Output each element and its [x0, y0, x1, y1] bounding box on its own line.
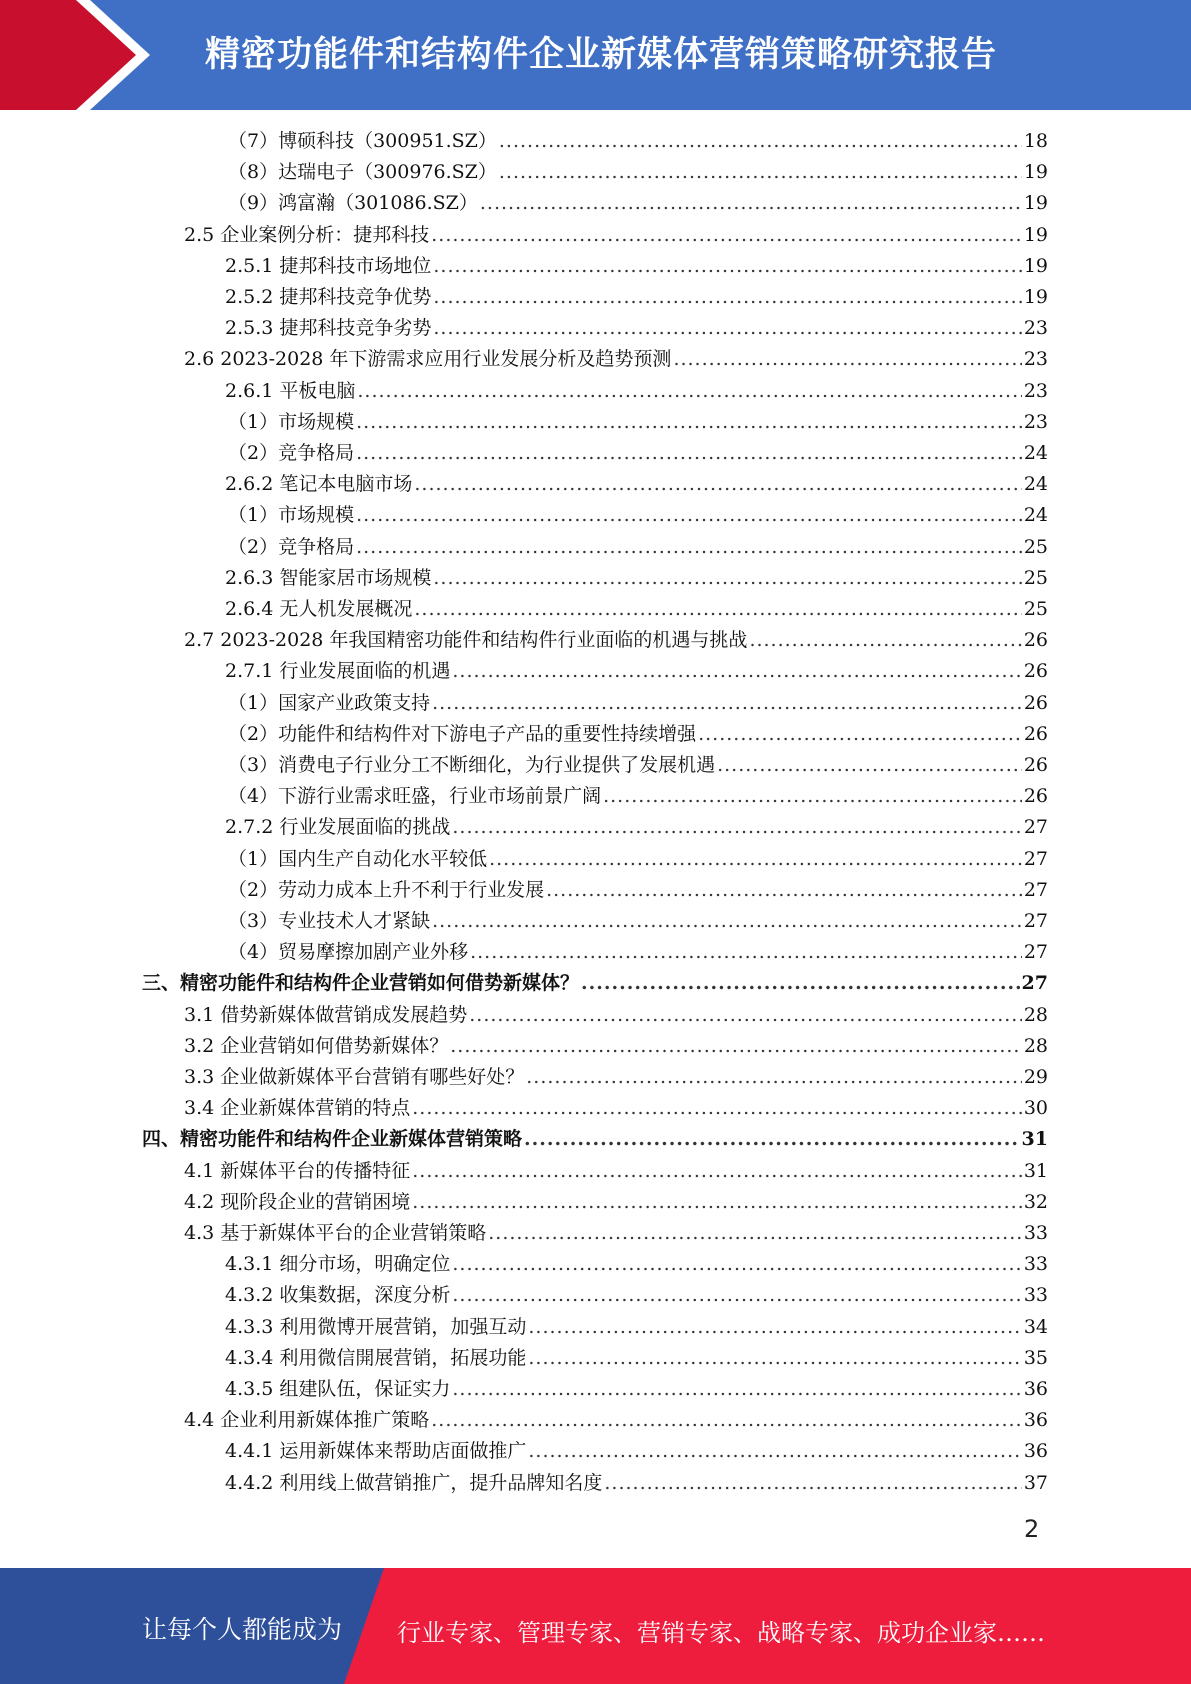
- toc-entry[interactable]: [225, 1312, 1048, 1343]
- toc-entry-label: 4.4.2 利用线上做营销推广，提升品牌知名度: [225, 1471, 603, 1494]
- toc-entry-page: 23: [1023, 379, 1048, 402]
- toc-entry-label: 4.1 新媒体平台的传播特征: [184, 1159, 411, 1182]
- toc-entry-page: 26: [1023, 629, 1048, 652]
- toc-entry-page: 35: [1023, 1346, 1048, 1369]
- toc-entry-label: 4.3.4 利用微信開展营销，拓展功能: [225, 1346, 527, 1369]
- toc-entry[interactable]: [228, 407, 1048, 438]
- toc-entry-label: 2.6.1 平板电脑: [225, 379, 356, 402]
- toc-entry-page: 26: [1023, 691, 1048, 714]
- toc-entry[interactable]: [228, 875, 1048, 906]
- toc-entry-page: 23: [1023, 317, 1048, 340]
- toc-entry-page: 25: [1023, 598, 1048, 620]
- toc-entry-page: 27: [1023, 941, 1048, 964]
- toc-entry-label: （4）贸易摩擦加剧产业外移: [228, 941, 469, 964]
- toc-entry-label: 2.7.2 行业发展面临的挑战: [225, 816, 451, 839]
- toc-leader-dots: [432, 688, 1022, 719]
- toc-leader-dots: [431, 220, 1022, 251]
- toc-entry[interactable]: [184, 1031, 1048, 1062]
- toc-entry-label: （7）博硕科技（300951.SZ）: [228, 130, 497, 152]
- toc-entry-label: 2.5.2 捷邦科技竞争优势: [225, 286, 432, 308]
- toc-entry[interactable]: [228, 500, 1048, 531]
- toc-leader-dots: [581, 968, 1020, 999]
- toc-entry[interactable]: [225, 1374, 1048, 1405]
- toc-leader-dots: [717, 750, 1022, 781]
- toc-leader-dots: [356, 500, 1022, 531]
- toc-leader-dots: [528, 1436, 1021, 1467]
- toc-entry[interactable]: [225, 656, 1048, 687]
- toc-entry-page: 26: [1023, 754, 1048, 776]
- toc-entry-page: 27: [1021, 972, 1048, 995]
- toc-entry-label: 2.7 2023-2028 年我国精密功能件和结构件行业面临的机遇与挑战: [184, 629, 748, 652]
- toc-entry[interactable]: [225, 594, 1048, 625]
- toc-entry-page: 27: [1023, 816, 1048, 839]
- toc-entry[interactable]: [225, 1468, 1048, 1499]
- toc-leader-dots: [469, 1000, 1022, 1031]
- toc-entry[interactable]: [228, 937, 1048, 968]
- toc-leader-dots: [528, 1312, 1021, 1343]
- toc-entry-label: 三、精密功能件和结构件企业营销如何借势新媒体？: [142, 972, 580, 995]
- toc-entry-page: 33: [1023, 1222, 1048, 1244]
- toc-leader-dots: [452, 1249, 1021, 1280]
- toc-leader-dots: [357, 376, 1021, 407]
- toc-entry-label: （9）鸿富瀚（301086.SZ）: [228, 192, 478, 215]
- toc-entry-label: （2）竞争格局: [228, 535, 355, 558]
- toc-entry[interactable]: [184, 220, 1048, 251]
- toc-leader-dots: [452, 812, 1021, 843]
- toc-entry[interactable]: [228, 719, 1048, 750]
- toc-entry-page: 30: [1023, 1097, 1048, 1120]
- toc-entry[interactable]: [228, 157, 1048, 188]
- toc-entry-label: 2.6.4 无人机发展概况: [225, 598, 413, 620]
- toc-entry[interactable]: [184, 1405, 1048, 1436]
- toc-entry[interactable]: [225, 1280, 1048, 1311]
- toc-leader-dots: [452, 1374, 1021, 1405]
- toc-entry-page: 26: [1023, 660, 1048, 683]
- toc-entry[interactable]: [225, 1436, 1048, 1467]
- toc-leader-dots: [412, 1187, 1022, 1218]
- toc-entry[interactable]: [142, 968, 1048, 999]
- toc-entry-page: 24: [1023, 442, 1048, 464]
- toc-entry-label: （1）市场规模: [228, 410, 355, 433]
- toc-entry-page: 19: [1023, 192, 1048, 215]
- toc-entry-page: 28: [1023, 1034, 1048, 1057]
- toc-entry-page: 19: [1023, 161, 1048, 184]
- toc-leader-dots: [414, 469, 1021, 500]
- toc-entry[interactable]: [228, 688, 1048, 719]
- toc-entry-label: （1）国家产业政策支持: [228, 691, 431, 714]
- toc-entry[interactable]: [184, 1000, 1048, 1031]
- toc-entry-page: 28: [1023, 1003, 1048, 1026]
- toc-entry-page: 36: [1023, 1378, 1048, 1400]
- toc-entry-page: 24: [1023, 473, 1048, 496]
- toc-entry-page: 31: [1023, 1159, 1048, 1182]
- toc-entry-label: 2.5.3 捷邦科技竞争劣势: [225, 317, 432, 340]
- toc-entry[interactable]: [225, 251, 1048, 282]
- report-title: 精密功能件和结构件企业新媒体营销策略研究报告: [205, 35, 998, 75]
- toc-entry[interactable]: [184, 344, 1048, 375]
- toc-leader-dots: [433, 282, 1021, 313]
- toc-entry[interactable]: [228, 906, 1048, 937]
- toc-entry-page: 37: [1023, 1471, 1048, 1494]
- toc-entry[interactable]: [142, 1124, 1048, 1155]
- toc-entry-page: 27: [1023, 910, 1048, 932]
- toc-leader-dots: [698, 719, 1022, 750]
- toc-leader-dots: [480, 188, 1022, 219]
- toc-entry-page: 36: [1023, 1440, 1048, 1463]
- toc-leader-dots: [433, 251, 1021, 282]
- toc-leader-dots: [749, 625, 1021, 656]
- toc-entry[interactable]: [228, 438, 1048, 469]
- toc-leader-dots: [412, 1156, 1022, 1187]
- toc-entry-page: 19: [1023, 254, 1048, 277]
- toc-entry-label: 3.2 企业营销如何借势新媒体？: [184, 1034, 449, 1057]
- toc-leader-dots: [452, 1280, 1021, 1311]
- toc-entry-page: 25: [1023, 566, 1048, 589]
- toc-entry-page: 27: [1023, 878, 1048, 901]
- toc-leader-dots: [450, 1031, 1022, 1062]
- toc-entry[interactable]: [228, 188, 1048, 219]
- toc-leader-dots: [433, 313, 1021, 344]
- toc-leader-dots: [412, 1093, 1022, 1124]
- toc-entry[interactable]: [225, 1249, 1048, 1280]
- toc-entry-label: （1）国内生产自动化水平较低: [228, 847, 488, 870]
- toc-entry-label: 2.5.1 捷邦科技市场地位: [225, 254, 432, 277]
- toc-entry[interactable]: [228, 532, 1048, 563]
- toc-entry[interactable]: [184, 1156, 1048, 1187]
- toc-leader-dots: [356, 438, 1022, 469]
- toc-entry-page: 25: [1023, 535, 1048, 558]
- toc-entry-page: 26: [1023, 722, 1048, 745]
- toc-entry-page: 32: [1023, 1190, 1048, 1213]
- toc-entry-page: 33: [1023, 1253, 1048, 1276]
- toc-entry-page: 19: [1023, 223, 1048, 246]
- toc-leader-dots: [526, 1062, 1022, 1093]
- toc-entry-label: 4.4.1 运用新媒体来帮助店面做推广: [225, 1440, 527, 1463]
- toc-entry[interactable]: [225, 469, 1048, 500]
- toc-entry-label: 3.4 企业新媒体营销的特点: [184, 1097, 411, 1120]
- toc-entry[interactable]: [225, 282, 1048, 313]
- toc-leader-dots: [431, 1405, 1022, 1436]
- toc-entry-label: 2.7.1 行业发展面临的机遇: [225, 660, 451, 683]
- toc-leader-dots: [673, 344, 1021, 375]
- page-number: 2: [1024, 1515, 1040, 1543]
- toc-entry[interactable]: [225, 313, 1048, 344]
- toc-entry-page: 27: [1023, 847, 1048, 870]
- toc-entry[interactable]: [184, 625, 1048, 656]
- toc-entry[interactable]: [225, 1343, 1048, 1374]
- toc-entry[interactable]: [184, 1218, 1048, 1249]
- toc-entry-page: 33: [1023, 1284, 1048, 1307]
- toc-leader-dots: [499, 126, 1022, 157]
- toc-entry-label: （8）达瑞电子（300976.SZ）: [228, 161, 497, 184]
- toc-leader-dots: [499, 157, 1022, 188]
- toc-entry[interactable]: [228, 126, 1048, 157]
- toc-leader-dots: [546, 875, 1022, 906]
- toc-entry-label: （4）下游行业需求旺盛，行业市场前景广阔: [228, 785, 602, 808]
- toc-entry-page: 26: [1023, 785, 1048, 808]
- toc-entry-page: 34: [1023, 1315, 1048, 1338]
- toc-entry-label: （2）竞争格局: [228, 442, 355, 464]
- toc-entry[interactable]: [184, 1093, 1048, 1124]
- toc-entry-label: 2.6 2023-2028 年下游需求应用行业发展分析及趋势预测: [184, 348, 672, 371]
- toc-entry-label: 4.3.3 利用微博开展营销，加强互动: [225, 1315, 527, 1338]
- toc-entry-label: 4.3.5 组建队伍，保证实力: [225, 1378, 451, 1400]
- toc-leader-dots: [470, 937, 1022, 968]
- toc-leader-dots: [489, 844, 1022, 875]
- toc-entry-page: 23: [1023, 348, 1048, 371]
- toc-leader-dots: [528, 1343, 1021, 1374]
- page-footer: [0, 1568, 1191, 1684]
- toc-entry-page: 31: [1021, 1128, 1048, 1151]
- toc-entry-label: 2.5 企业案例分析：捷邦科技: [184, 223, 430, 246]
- toc-entry-label: 4.3.2 收集数据，深度分析: [225, 1284, 451, 1307]
- toc-entry-label: （3）专业技术人才紧缺: [228, 910, 431, 932]
- toc-entry[interactable]: [225, 376, 1048, 407]
- toc-entry[interactable]: [228, 844, 1048, 875]
- toc-entry[interactable]: [184, 1187, 1048, 1218]
- toc-entry-label: 2.6.2 笔记本电脑市场: [225, 473, 413, 496]
- toc-leader-dots: [524, 1124, 1020, 1155]
- toc-leader-dots: [432, 906, 1022, 937]
- toc-entry-label: （1）市场规模: [228, 504, 355, 527]
- toc-entry-label: 3.3 企业做新媒体平台营销有哪些好处？: [184, 1066, 525, 1088]
- toc-entry[interactable]: [225, 563, 1048, 594]
- footer-slogan-right: 行业专家、管理专家、营销专家、战略专家、成功企业家……: [397, 1619, 1045, 1647]
- toc-entry-page: 18: [1023, 130, 1048, 152]
- toc-entry-page: 24: [1023, 504, 1048, 527]
- toc-entry-page: 36: [1023, 1409, 1048, 1432]
- toc-entry-label: 3.1 借势新媒体做营销成发展趋势: [184, 1003, 468, 1026]
- page-header: [0, 0, 1191, 110]
- toc-leader-dots: [603, 781, 1022, 812]
- toc-entry-page: 29: [1023, 1066, 1048, 1088]
- toc-leader-dots: [452, 656, 1021, 687]
- toc-entry-label: 四、精密功能件和结构件企业新媒体营销策略: [142, 1128, 523, 1151]
- toc-entry-label: 4.4 企业利用新媒体推广策略: [184, 1409, 430, 1432]
- toc-entry-label: 4.2 现阶段企业的营销困境: [184, 1190, 411, 1213]
- toc-leader-dots: [604, 1468, 1021, 1499]
- toc-entry-page: 19: [1023, 286, 1048, 308]
- toc-entry-label: （3）消费电子行业分工不断细化，为行业提供了发展机遇: [228, 754, 716, 776]
- toc-entry[interactable]: [228, 781, 1048, 812]
- footer-slogan-left: 让每个人都能成为: [142, 1615, 343, 1644]
- toc-leader-dots: [488, 1218, 1022, 1249]
- toc-entry-label: （2）功能件和结构件对下游电子产品的重要性持续增强: [228, 722, 697, 745]
- toc-entry[interactable]: [228, 750, 1048, 781]
- toc-entry[interactable]: [225, 812, 1048, 843]
- toc-entry-label: 4.3 基于新媒体平台的企业营销策略: [184, 1222, 487, 1244]
- toc-leader-dots: [356, 532, 1022, 563]
- toc-leader-dots: [414, 594, 1021, 625]
- toc-entry-label: 2.6.3 智能家居市场规模: [225, 566, 432, 589]
- toc-entry[interactable]: [184, 1062, 1048, 1093]
- toc-entry-label: 4.3.1 细分市场，明确定位: [225, 1253, 451, 1276]
- toc-entry-page: 23: [1023, 410, 1048, 433]
- toc-entry-label: （2）劳动力成本上升不利于行业发展: [228, 878, 545, 901]
- toc-leader-dots: [356, 407, 1022, 438]
- toc-leader-dots: [433, 563, 1021, 594]
